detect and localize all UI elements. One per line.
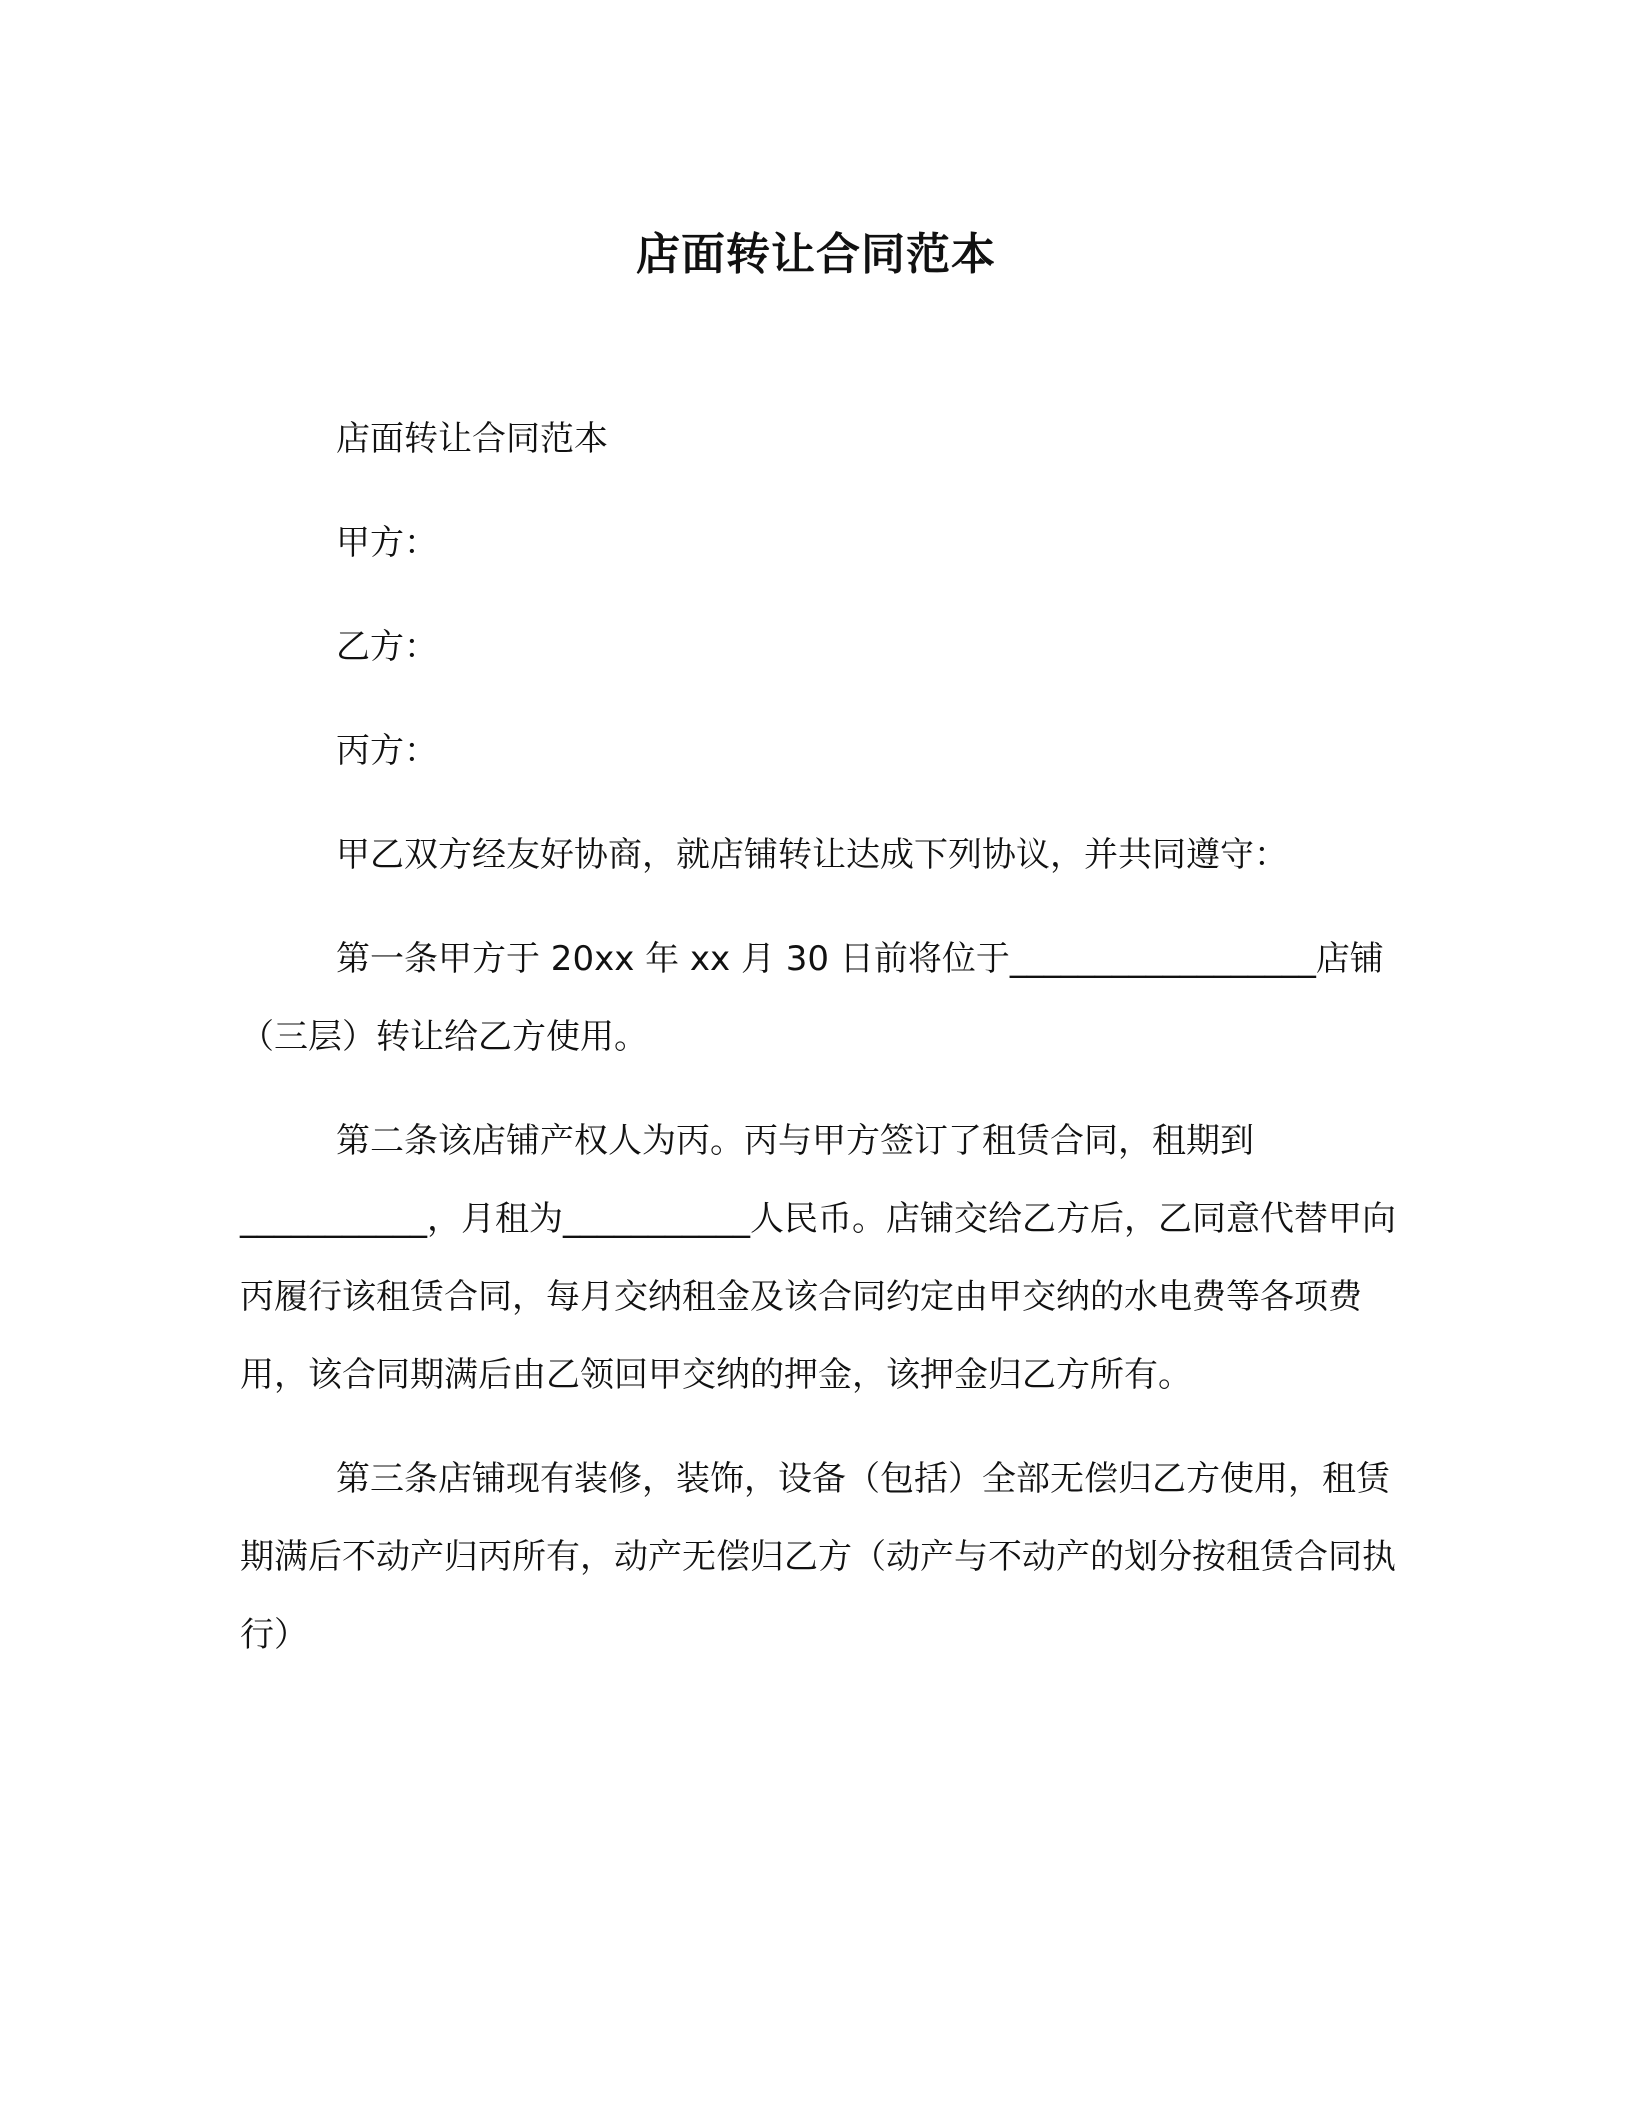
page-title: 店面转让合同范本 <box>636 229 996 280</box>
party-a-line: 甲方： <box>336 523 438 563</box>
article-2: 第二条该店铺产权人为丙。丙与甲方签订了租赁合同，租期到___________，月租为___________人民币。店铺交给乙方后，乙同意代替甲向丙履行该租赁合同，每月交纳租金及该合同约定由甲交纳的水电费等各项费用，该合同期满后由乙领回甲交纳的押金，该押金归乙方所有。 <box>240 1121 1396 1395</box>
article-3: 第三条店铺现有装修，装饰，设备（包括）全部无偿归乙方使用，租赁期满后不动产归丙所有，动产无偿归乙方（动产与不动产的划分按租赁合同执行） <box>240 1459 1396 1655</box>
article-1: 第一条甲方于 20xx 年 xx 月 30 日前将位于__________________店铺（三层）转让给乙方使用。 <box>240 939 1384 1057</box>
party-b-line: 乙方： <box>336 627 438 667</box>
subtitle-paragraph: 店面转让合同范本 <box>336 419 608 459</box>
document-body <box>240 400 1400 1700</box>
agreement-intro: 甲乙双方经友好协商，就店铺转让达成下列协议，并共同遵守： <box>336 835 1288 875</box>
party-c-line: 丙方： <box>336 731 438 771</box>
